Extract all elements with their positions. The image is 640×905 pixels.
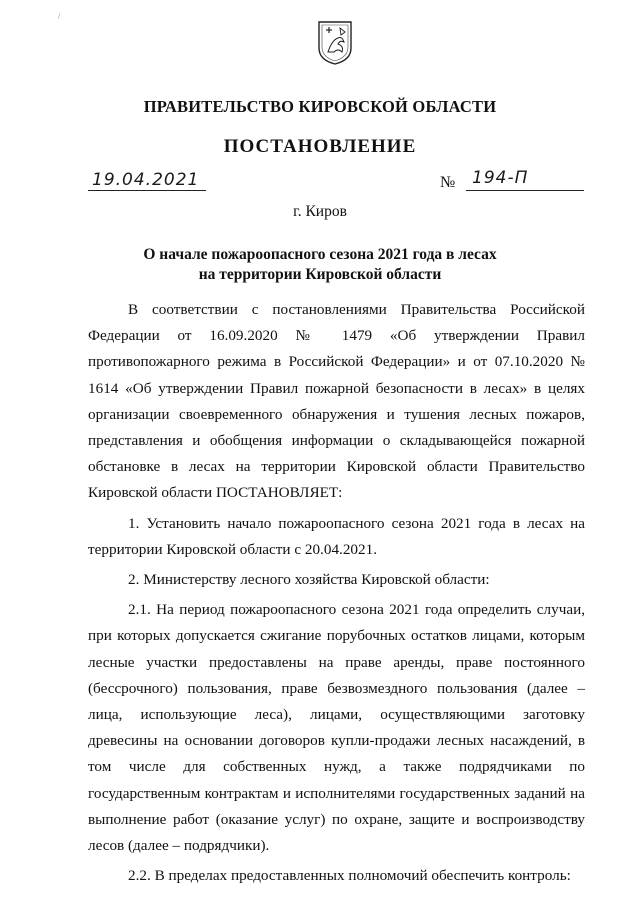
government-name: ПРАВИТЕЛЬСТВО КИРОВСКОЙ ОБЛАСТИ xyxy=(143,97,497,116)
title-line-1: О начале пожароопасного сезона 2021 года в лесах xyxy=(143,246,497,263)
number-sign: № xyxy=(440,174,456,191)
document-type: ПОСТАНОВЛЕНИЕ xyxy=(223,136,417,157)
date-underline xyxy=(88,190,206,191)
document-title xyxy=(0,245,640,285)
document-body xyxy=(88,297,585,893)
paragraph-1: 1. Установить начало пожароопасного сезона 2021 года в лесах на территории Кировской области с 20.04.2021. xyxy=(88,514,585,558)
document-date: 19.04.2021 xyxy=(92,170,200,190)
coat-of-arms-icon xyxy=(316,18,354,66)
paragraph-2: 2. Министерству лесного хозяйства Кировской области: xyxy=(128,571,490,589)
city: г. Киров xyxy=(293,203,347,220)
paragraph-preamble: В соответствии с постановлениями Правительства Российской Федерации от 16.09.2020 № 1479 «Об утверждении Правил противопожарного режима в Российской Федерации» и от 07.10.2020 № 1614 «Об утверждении Правил пожарной безопасности в лесах» в целях организации своевременного обнаружения и тушения лесных пожаров, представления и обобщения информации о складывающейся пожарной обстановке в лесах на территории Кировской области Правительство Кировской области ПОСТАНОВЛЯЕТ: xyxy=(88,301,585,502)
paragraph-2-2: 2.2. В пределах предоставленных полномочий обеспечить контроль: xyxy=(128,867,571,885)
paragraph-2-1: 2.1. На период пожароопасного сезона 2021 года определить случаи, при которых допускается сжигание порубочных остатков лицами, которым лесные участки предоставлены на праве аренды, праве постоянного (бессрочного) пользования, праве безвозмездного пользования (далее – лица, использующие леса), лицами, осуществляющими заготовку древесины на основании договоров купли-продажи лесных насаждений, в том числе для собственных нужд, а также подрядчиками по государственным контрактам и исполнителями государственных заданий на выполнение работ (оказание услуг) по охране, защите и воспроизводству лесов (далее – подрядчики). xyxy=(88,601,585,855)
document-number: 194-П xyxy=(472,168,529,188)
title-line-2: на территории Кировской области xyxy=(198,266,442,283)
number-underline xyxy=(466,190,584,191)
scan-mark: / xyxy=(58,12,61,21)
